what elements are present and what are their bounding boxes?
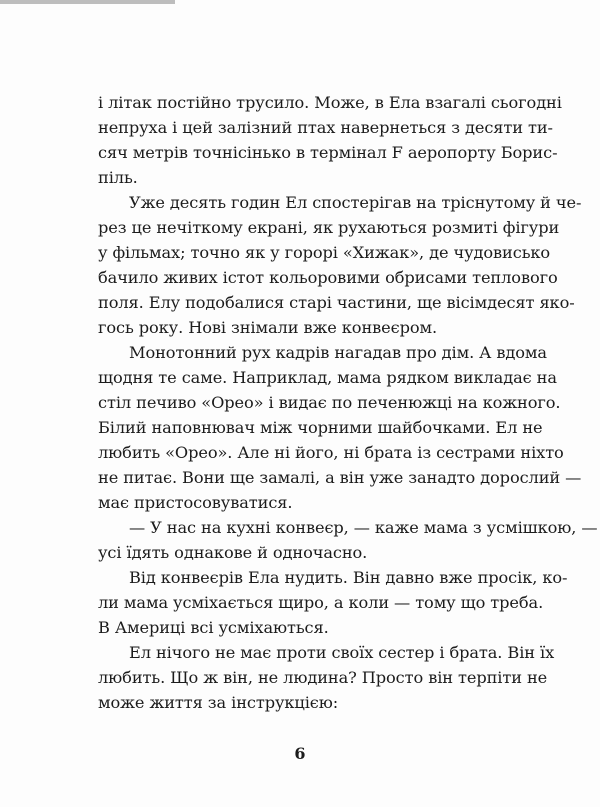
- text-line: гось року. Нові знімали вже конвеєром.: [98, 318, 438, 337]
- text-line: піль.: [98, 168, 138, 187]
- text-line: має пристосовуватися.: [98, 493, 293, 512]
- text-line: рез це нечіткому екрані, як рухаються розмиті фігури: [98, 218, 560, 237]
- body-text: [98, 90, 598, 715]
- text-line: може життя за інструкцією:: [98, 693, 339, 712]
- text-line: любить «Орео». Але ні його, ні брата із сестрами ніхто: [98, 443, 564, 462]
- text-line: поля. Елу подобалися старі частини, ще вісімдесят яко-: [98, 293, 575, 312]
- text-line: — У нас на кухні конвеєр, — каже мама з усмішкою, —: [129, 518, 598, 537]
- text-line: Від конвеєрів Ела нудить. Він давно вже просік, ко-: [129, 568, 568, 587]
- text-line: Уже десять годин Ел спостерігав на тріснутому й че-: [129, 193, 582, 212]
- text-line: у фільмах; точно як у горорі «Хижак», де чудовисько: [98, 243, 551, 262]
- text-line: Монотонний рух кадрів нагадав про дім. А вдома: [129, 343, 547, 362]
- text-line: Білий наповнювач між чорними шайбочками. Ел не: [98, 418, 543, 437]
- text-line: В Америці всі усміхаються.: [98, 618, 329, 637]
- text-line: непруха і цей залізний птах навернеться з десяти ти-: [98, 118, 553, 137]
- text-line: ли мама усміхається щиро, а коли — тому що треба.: [98, 593, 544, 612]
- text-line: бачило живих істот кольоровими обрисами теплового: [98, 268, 558, 287]
- text-line: стіл печиво «Орео» і видає по печенюжці на кожного.: [98, 393, 561, 412]
- text-line: усі їдять однакове й одночасно.: [98, 543, 368, 562]
- text-line: Ел нічого не має проти своїх сестер і брата. Він їх: [129, 643, 555, 662]
- scan-edge-mark: [0, 0, 175, 4]
- page-number: 6: [294, 744, 306, 763]
- text-line: сяч метрів точнісінько в термінал F аеропорту Борис-: [98, 143, 558, 162]
- text-line: і літак постійно трусило. Може, в Ела взагалі сьогодні: [98, 93, 562, 112]
- text-line: не питає. Вони ще замалі, а він уже занадто дорослий —: [98, 468, 582, 487]
- text-line: щодня те саме. Наприклад, мама рядком викладає на: [98, 368, 557, 387]
- text-line: любить. Що ж він, не людина? Просто він терпіти не: [98, 668, 548, 687]
